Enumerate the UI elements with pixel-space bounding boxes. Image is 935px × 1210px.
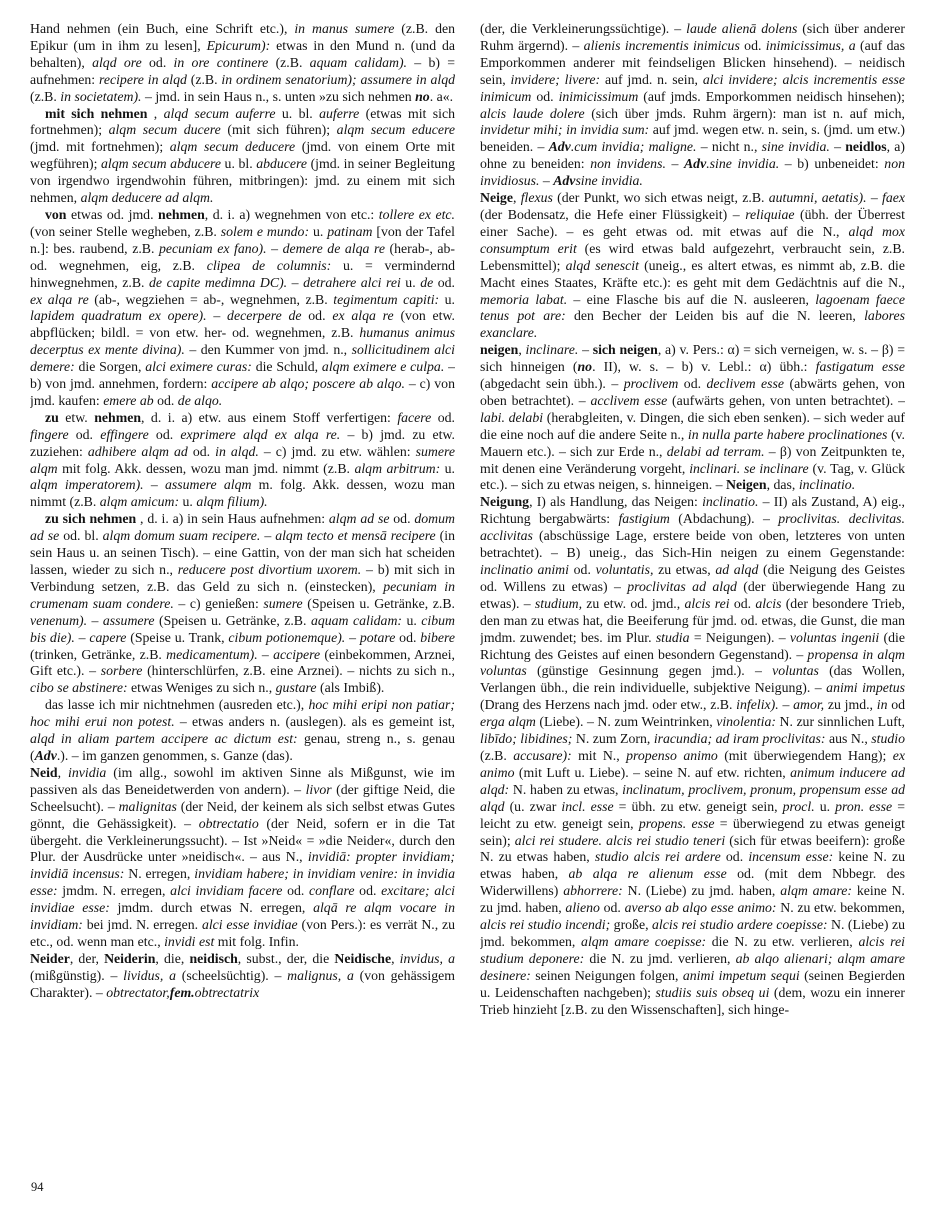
dictionary-entry: Neid, invidia (im allg., sowohl im aktiven Sinne als Mißgunst, wie im passiven als das Beneidetwerden von andern). – livor (der giftige Neid, die Scheelsucht). – malignitas (der Neid, der keinem als sich selbst etwas Gutes gönnt, die Gehässigkeit). – obtrectatio (der Neid, sofern er in die Tat übergeht. die Verkleinerungssucht). – Ist »Neid« = »die Neider«, durch den Plur. der Ausdrücke unter »neidisch«. – aus N., invidiā: propter invidiam; invidiā incensus: N. erregen, invidiam habere; in invidiam venire: in invidia esse: jmdm. N. erregen, alci invidiam facere od. conflare od. excitare; alci invidiae esse: jmdm. durch etwas N. erregen, alqā re alqm vocare in invidiam: bei jmd. N. erregen. alci esse invidiae (von Pers.): es verrät N., zu etc., od. wenn man etc., invidi est mit folg. Infin. xyxy=(30,764,455,949)
page-number: 94 xyxy=(31,1179,44,1194)
dictionary-entry: (der, die Verkleinerungssüchtige). – laude alienā dolens (sich über anderer Ruhm ärgernd). – alienis incrementis inimicus od. inimicissimus, a (auf das Emporkommen anderer mit feindseligen Blicken hinsehend). – neidisch sein, invidere; livere: auf jmd. n. sein, alci invidere; alcis incrementis esse inimicum od. inimicissimum (auf jmds. Emporkommen neidisch hinsehen); alcis laude dolere (sich über jmds. Ruhm ärgern): man ist n. auf mich, invidetur mihi; in invidia sum: auf jmd. wegen etw. n. sein, s. (jmd. um etw.) beneiden. – Adv.cum invidia; maligne. – nicht n., sine invidia. – neidlos, a) ohne zu beneiden: non invidens. – Adv.sine invidia. – b) unbeneidet: non invidiosus. – Advsine invidia. xyxy=(480,21,905,189)
dictionary-entry: Neige, flexus (der Punkt, wo sich etwas neigt, z.B. autumni, aetatis). – faex (der Bodensatz, die Hefe einer Flüssigkeit) – reliquiae (übh. der Überrest einer Sache). – es geht etwas od. mit etwas auf die N., alqd mox consumptum erit (es wird etwas bald aufgezehrt, verbraucht sein, z.B. Lebensmittel); alqd senescit (uneig., es altert etwas, es nimmt ab, z.B. die Macht eines Staates, Kräfte etc.): es geht mit dem Gedächtnis auf die N., memoria labat. – eine Flasche bis auf die N. ausleeren, lagoenam faece tenus pot are: den Becher der Leiden bis auf die N. leeren, labores exanclare. xyxy=(480,190,905,341)
dictionary-entry: neigen, inclinare. – sich neigen, a) v. Pers.: α) = sich verneigen, w. s. – β) = sich hinneigen (no. II), w. s. – b) v. Lebl.: α) übh.: fastigatum esse (abgedacht sein übh.). – proclivem od. declivem esse (abwärts gehen, von oben betrachtet). – acclivem esse (aufwärts gehen, von unten betrachtet). – labi. delabi (herabgleiten, v. Dingen, die sich eben senken). – sich weder auf die eine noch auf die andere Seite n., in nulla parte habere proclinationes (v. Mauern etc.). – sich zur Erde n., delabi ad terram. – β) von Zeitpunkten te, mit denen eine Veränderung vorgeht, inclinari. se inclinare (v. Tag, v. Glück etc.). – sich zu etwas neigen, s. hinneigen. – Neigen, das, inclinatio. xyxy=(480,342,905,493)
dictionary-entry: Hand nehmen (ein Buch, eine Schrift etc.), in manus sumere (z.B. den Epikur (um in ihm zu lesen], Epicurum): etwas in den Mund n. (und da behalten), alqd ore od. in ore continere (z.B. aquam calidam). – b) = aufnehmen: recipere in alqd (z.B. in ordinem senatorium); assumere in alqd (z.B. in societatem). – jmd. in sein Haus n., s. unten »zu sich nehmen no. a«. xyxy=(30,21,455,104)
dictionary-entry: zu sich nehmen , d. i. a) in sein Haus aufnehmen: alqm ad se od. domum ad se od. bl. alqm domum suam recipere. – alqm tecto et mensā recipere (in sein Haus u. an seinen Tisch). – eine Gattin, von der man sich hat scheiden lassen, wieder zu sich n., reducere post divortium uxorem. – b) mit sich in Verbindung setzen, z.B. das Geld zu sich n. (einstecken), pecuniam in crumenam suam condere. – c) genießen: sumere (Speisen u. Getränke, z.B. venenum). – assumere (Speisen u. Getränke, z.B. aquam calidam: u. cibum bis die). – capere (Speise u. Trank, cibum potionemque). – potare od. bibere (trinken, Getränke, z.B. medicamentum). – accipere (einbekommen, Arznei, Gift etc.). – sorbere (hinterschlürfen, z.B. eine Arznei). – nichts zu sich n., cibo se abstinere: etwas Weniges zu sich n., gustare (als Imbiß). xyxy=(30,511,455,696)
dictionary-entry: von etwas od. jmd. nehmen, d. i. a) wegnehmen von etc.: tollere ex etc. (von seiner Stelle wegheben, z.B. solem e mundo: u. patinam [von der Tafel n.]: bes. raubend, z.B. pecuniam ex fano). – demere de alqa re (herab-, ab- od. wegnehmen, eig, z.B. clipea de columnis: u. = vermindernd hinwegnehmen, z.B. de capite medimna DC). – detrahere alci rei u. de od. ex alqa re (ab-, wegziehen = ab-, wegnehmen, z.B. tegimentum capiti: u. lapidem quadratum ex opere). – decerpere de od. ex alqa re (von etw. abpflücken; bildl. = von etw. her- od. wegnehmen, z.B. humanus animus decerptus ex mente divina). – den Kummer von jmd. n., sollicitudinem alci demere: die Sorgen, alci eximere curas: die Schuld, alqm eximere e culpa. – b) von jmd. annehmen, fordern: accipere ab alqo; poscere ab alqo. – c) von jmd. kaufen: emere ab od. de alqo. xyxy=(30,206,455,408)
page-columns xyxy=(30,21,905,1018)
dictionary-entry: Neider, der, Neiderin, die, neidisch, subst., der, die Neidische, invidus, a (mißgünstig). – lividus, a (scheelsüchtig). – malignus, a (von gehässigem Charakter). – obtrectator,fem.obtrectatrix xyxy=(30,950,455,1000)
column-right xyxy=(480,21,905,1018)
column-left xyxy=(30,21,455,1018)
dictionary-entry: zu etw. nehmen, d. i. a) etw. aus einem Stoff verfertigen: facere od. fingere od. effingere od. exprimere alqd ex alqa re. – b) jmd. zu etw. zuziehen: adhibere alqm ad od. in alqd. – c) jmd. zu etw. wählen: sumere alqm mit folg. Akk. dessen, wozu man jmd. nimmt (z.B. alqm arbitrum: u. alqm imperatorem). – assumere alqm m. folg. Akk. dessen, wozu man nimmt (z.B. alqm amicum: u. alqm filium). xyxy=(30,409,455,510)
dictionary-entry: mit sich nehmen , alqd secum auferre u. bl. auferre (etwas mit sich fortnehmen); alqm secum ducere (mit sich führen); alqm secum educere (jmd. mit fortnehmen); alqm secum deducere (jmd. von einem Orte mit wegführen); alqm secum abducere u. bl. abducere (jmd. in seiner Begleitung von irgendwo irgendwohin führen, mitbringen): jmd. zu einem mit sich nehmen, alqm deducere ad alqm. xyxy=(30,105,455,206)
dictionary-entry: Neigung, I) als Handlung, das Neigen: inclinatio. – II) als Zustand, A) eig., Richtung bergabwärts: fastigium (Abdachung). – proclivitas. declivitas. acclivitas (abschüssige Lage, erstere beide von oben, letzteres von unten betrachtet). – B) uneig., das Sich-Hin neigen zu einem Gegenstande: inclinatio animi od. voluntatis, zu etwas, ad alqd (die Neigung des Geistes od. Willens zu etwas) – proclivitas ad alqd (der überwiegende Hang zu etwas). – studium, zu etw. od. jmd., alcis rei od. alcis (der besondere Trieb, den man zu etwas hat, die Beeiferung für jmd. od. etwas, die Gunst, die man jmdm. zuwendet; bes. im Plur. studia = Neigungen). – voluntas ingenii (die Richtung des Geistes auf einen besondern Gegenstand). – propensa in alqm voluntas (günstige Gesinnung gegen jmd.). – voluntas (das Wollen, Verlangen übh., die rein individuelle, subjektive Neigung). – animi impetus (Drang des Herzens nach jmd. oder etw., z.B. infelix). – amor, zu jmd., in od erga alqm (Liebe). – N. zum Weintrinken, vinolentia: N. zur sinnlichen Luft, libīdo; libidines; N. zum Zorn, iracundia; ad iram proclivitas: aus N., studio (z.B. accusare): mit N., propenso animo (mit überwiegendem Hang); ex animo (mit Luft u. Liebe). – seine N. auf etw. richten, animum inducere ad alqd: N. haben zu etwas, inclinatum, proclivem, pronum, propensum esse ad alqd (u. zwar incl. esse = übh. zu etw. geneigt sein, procl. u. pron. esse = leicht zu etw. geneigt sein, propens. esse = überwiegend zu etwas geneigt sein); alci rei studere. alcis rei studio teneri (sich für etwas beeifern): große N. zu etwas haben, studio alcis rei ardere od. incensum esse: keine N. zu etwas haben, ab alqa re alienum esse od. (mit dem Nbbegr. des Widerwillens) abhorrere: N. (Liebe) zu jmd. haben, alqm amare: keine N. zu jmd. haben, alieno od. averso ab alqo esse animo: N. zu etw. bekommen, alcis rei studio incendi; große, alcis rei studio ardere coepisse: N. (Liebe) zu jmd. bekommen, alqm amare coepisse: die N. zu etw. verlieren, alcis rei studium deponere: die N. zu jmd. verlieren, ab alqo alienari; alqm amare desinere: seinen Neigungen folgen, animi impetum sequi (seinen Begierden u. Leidenschaften nachgeben); studiis suis obseq ui (dem, wozu ein innerer Trieb hinzieht [z.B. zu den Wissenschaften], sich hinge- xyxy=(480,494,905,1017)
dictionary-entry: das lasse ich mir nichtnehmen (ausreden etc.), hoc mihi eripi non patiar; hoc mihi erui non potest. – etwas anders n. (auslegen). als es gemeint ist, alqd in aliam partem accipere ac dictum est: genau, streng n., s. genau (Adv.). – im ganzen genommen, s. Ganze (das). xyxy=(30,697,455,763)
